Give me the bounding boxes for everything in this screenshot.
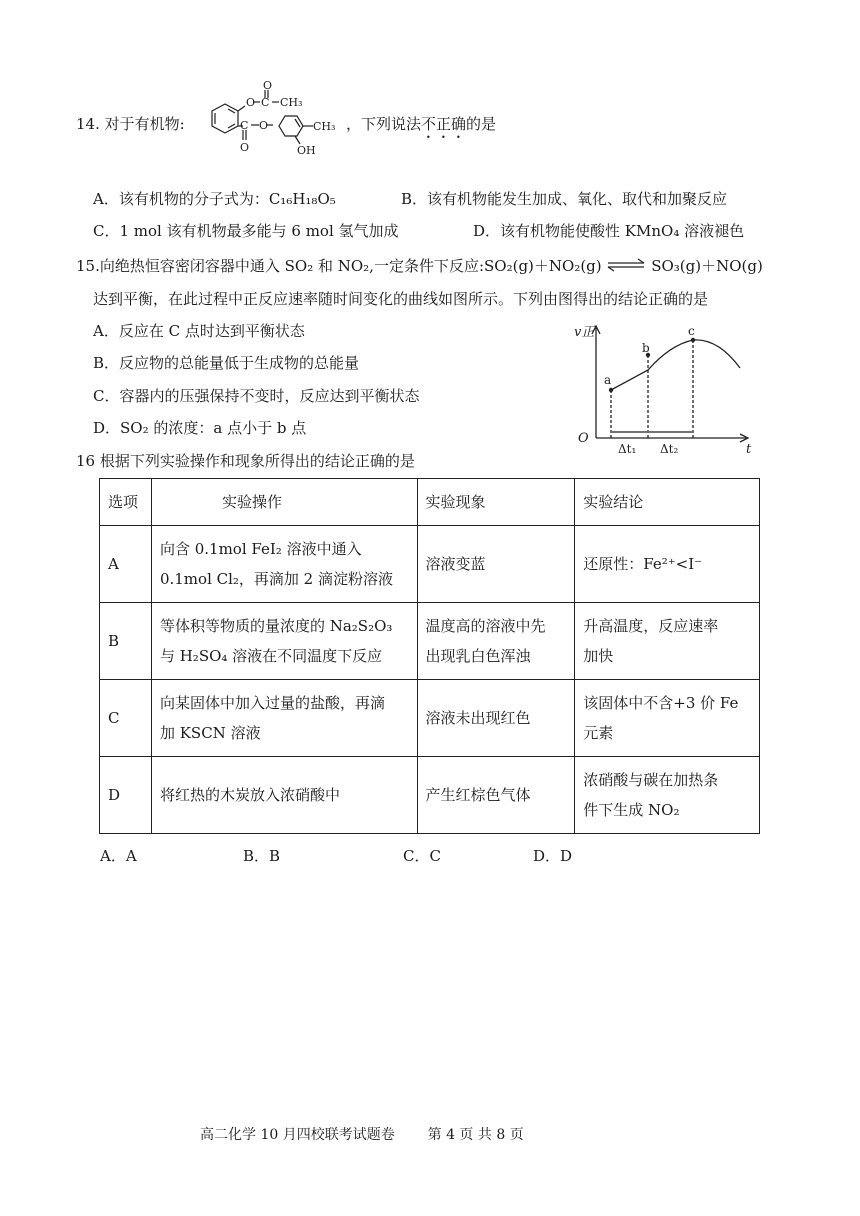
q14-stem — [76, 113, 185, 134]
cell-line: 溶液未出现红色 — [425, 709, 531, 727]
table-cell-option: A — [100, 526, 152, 603]
structure-ch3-top: CH₃ — [280, 96, 303, 109]
table-cell-phenomenon — [417, 680, 575, 757]
structure-o-ester: O — [259, 119, 269, 132]
table-cell-conclusion — [575, 680, 760, 757]
graph-label-b: b — [642, 341, 650, 355]
q16-answer-b: B．B — [243, 847, 281, 865]
q14-option-d: D．该有机物能使酸性 KMnO₄ 溶液褪色 — [473, 222, 745, 240]
q14-number: 14. — [76, 115, 100, 133]
footer — [200, 1124, 524, 1144]
q15-stem-line2: 达到平衡，在此过程中正反应速率随时间变化的曲线如图所示。下列由图得出的结论正确的是 — [93, 290, 709, 308]
cell-line: 元素 — [583, 724, 614, 742]
cell-line: 该固体中不含+3 价 Fe — [583, 694, 739, 712]
q15-option-b: B．反应物的总能量低于生成物的总能量 — [93, 354, 360, 372]
structure-ch3-ring: CH₃ — [313, 120, 336, 133]
table-cell-option: B — [100, 603, 152, 680]
cell-line: 向含 0.1mol FeI₂ 溶液中通入 — [159, 540, 362, 558]
table-cell-option: C — [100, 680, 152, 757]
table-cell-operation — [151, 526, 417, 603]
cell-line: 浓硝酸与碳在加热条 — [583, 771, 719, 789]
graph-label-a: a — [604, 373, 612, 387]
structure-o-top: O — [263, 79, 273, 92]
q16-answer-c: C．C — [403, 847, 441, 865]
equilibrium-arrow-icon — [606, 258, 646, 276]
cell-line: 将红热的木炭放入浓硝酸中 — [159, 786, 340, 804]
q14-stem-suffix — [346, 113, 496, 142]
cell-line: 温度高的溶液中先 — [425, 617, 546, 635]
structure-o1: O — [246, 96, 256, 109]
q14-structure-diagram — [205, 78, 345, 160]
cell-line: 还原性：Fe²⁺<I⁻ — [583, 555, 703, 573]
table-row — [100, 757, 760, 834]
q15-option-a: A．反应在 C 点时达到平衡状态 — [93, 322, 305, 340]
cell-line: 与 H₂SO₄ 溶液在不同温度下反应 — [159, 647, 383, 665]
structure-oh: OH — [297, 144, 316, 157]
cell-line: 加快 — [583, 647, 614, 665]
cell-line: 溶液变蓝 — [425, 555, 486, 573]
q14-option-c: C．1 mol 该有机物最多能与 6 mol 氢气加成 — [93, 222, 399, 240]
table-cell-phenomenon — [417, 603, 575, 680]
q14-option-a: A．该有机物的分子式为：C₁₆H₁₈O₅ — [93, 190, 336, 208]
q14-stem-end: 的是 — [466, 115, 497, 133]
graph-point-c — [691, 338, 695, 342]
cell-line: 出现乳白色浑浊 — [425, 647, 531, 665]
q16-stem: 16 根据下列实验操作和现象所得出的结论正确的是 — [76, 452, 415, 470]
table-cell-phenomenon — [417, 526, 575, 603]
table-cell-option: D — [100, 757, 152, 834]
table-row — [100, 680, 760, 757]
graph-dt1-label: Δt₁ — [618, 442, 637, 456]
cell-line: 等体积等物质的量浓度的 Na₂S₂O₃ — [159, 617, 393, 635]
graph-x-label: t — [746, 442, 752, 457]
graph-dt2-label: Δt₂ — [660, 442, 679, 456]
graph-label-c: c — [688, 324, 695, 338]
table-header-phenomenon: 实验现象 — [417, 479, 575, 526]
q15-option-d: D．SO₂ 的浓度：a 点小于 b 点 — [93, 419, 307, 437]
table-header-option: 选项 — [100, 479, 152, 526]
table-cell-conclusion — [575, 757, 760, 834]
structure-c2: C — [240, 119, 249, 132]
table-cell-operation — [151, 757, 417, 834]
footer-page-number: 第 4 页 共 8 页 — [427, 1127, 524, 1143]
q16-answer-a: A．A — [100, 847, 137, 865]
table-cell-operation — [151, 680, 417, 757]
cell-line: 向某固体中加入过量的盐酸，再滴 — [159, 694, 385, 712]
graph-point-a — [609, 388, 613, 392]
graph-origin-label: O — [578, 431, 589, 446]
cell-line: 0.1mol Cl₂，再滴加 2 滴淀粉溶液 — [159, 570, 393, 588]
q14-stem-plain: ，下列说法 — [346, 115, 422, 133]
footer-title: 高二化学 10 月四校联考试题卷 — [200, 1127, 395, 1143]
cell-line: 加 KSCN 溶液 — [159, 724, 261, 742]
table-header-row — [100, 479, 760, 526]
structure-o-bottom: O — [240, 141, 250, 154]
q15-option-c: C．容器内的压强保持不变时，反应达到平衡状态 — [93, 387, 420, 405]
cell-line: 件下生成 NO₂ — [583, 801, 680, 819]
table-cell-conclusion — [575, 526, 760, 603]
q16-answer-d: D．D — [533, 847, 573, 865]
q16-table — [99, 478, 760, 834]
cell-line: 产生红棕色气体 — [425, 786, 531, 804]
graph-y-label: v正 — [574, 325, 595, 340]
q15-rate-graph — [568, 318, 758, 458]
table-header-conclusion: 实验结论 — [575, 479, 760, 526]
cell-line: 升高温度，反应速率 — [583, 617, 719, 635]
structure-c1: C — [261, 96, 270, 109]
q15-stem-start: 15.向绝热恒容密闭容器中通入 SO₂ 和 NO₂,一定条件下反应:SO₂(g)＋NO₂(g) — [76, 257, 602, 275]
table-row — [100, 526, 760, 603]
q14-stem-prefix: 对于有机物: — [104, 115, 185, 133]
table-cell-operation — [151, 603, 417, 680]
q15-stem-products: SO₃(g)＋NO(g) — [651, 257, 763, 275]
table-header-operation: 实验操作 — [151, 479, 417, 526]
q15-stem-line1 — [76, 255, 763, 276]
q14-stem-emphasis: 不正确 — [421, 115, 467, 133]
table-cell-conclusion — [575, 603, 760, 680]
table-cell-phenomenon — [417, 757, 575, 834]
table-row — [100, 603, 760, 680]
q14-option-b: B．该有机物能发生加成、氧化、取代和加聚反应 — [401, 190, 728, 208]
